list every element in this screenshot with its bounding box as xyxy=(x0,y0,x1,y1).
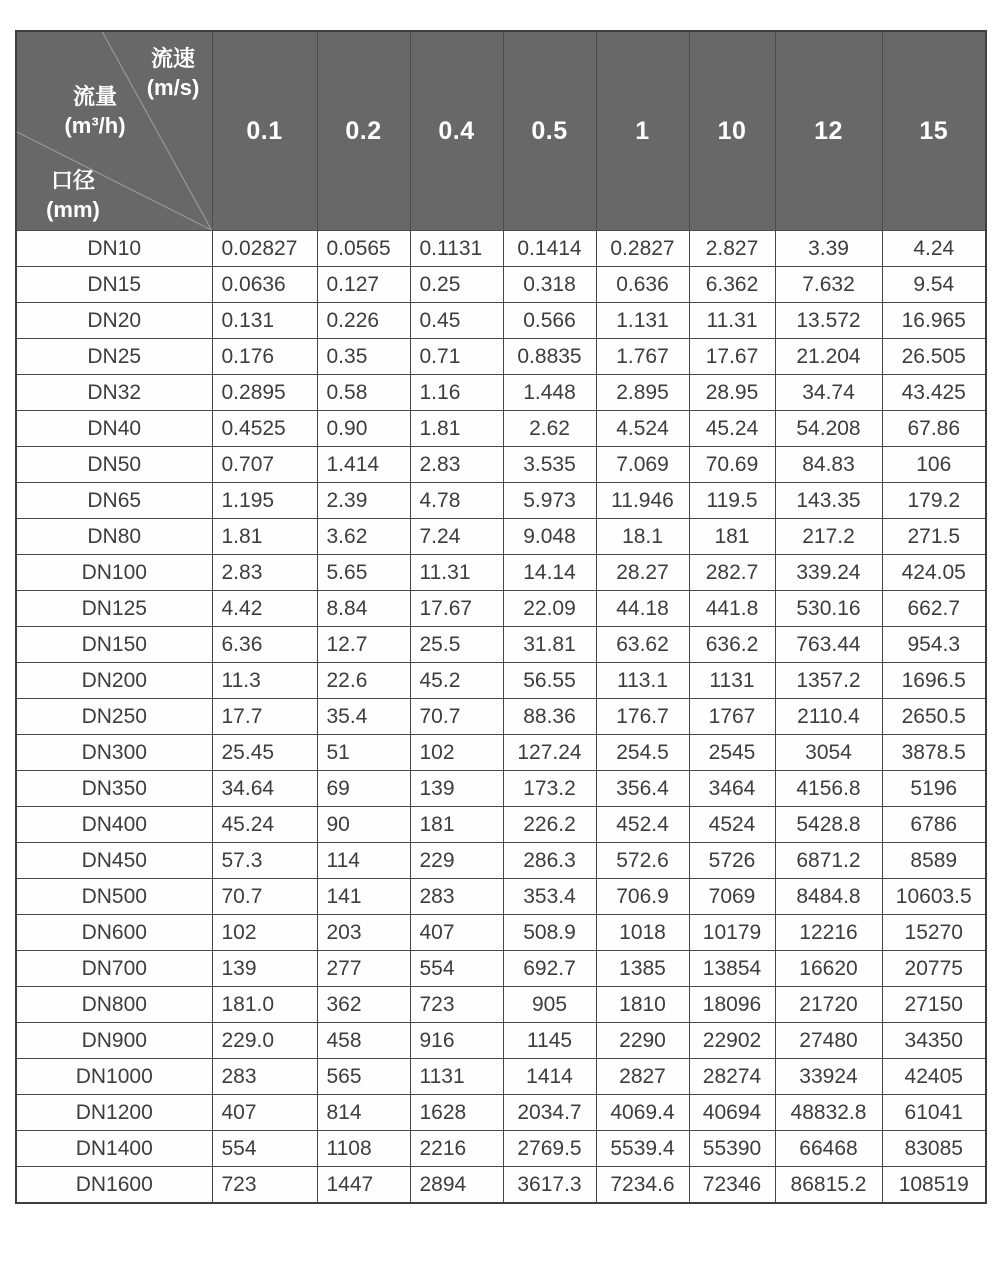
velocity-column-header: 0.5 xyxy=(503,31,596,231)
flow-value-cell: 181 xyxy=(410,807,503,843)
table-row xyxy=(16,1023,986,1059)
flow-value-cell: 283 xyxy=(410,879,503,915)
flow-value-cell: 6.362 xyxy=(689,267,775,303)
diameter-label-text: 口径 xyxy=(50,168,95,193)
flow-value-cell: 13854 xyxy=(689,951,775,987)
flow-value-cell: 2894 xyxy=(410,1167,503,1204)
flow-value-cell: 10179 xyxy=(689,915,775,951)
flow-value-cell: 4524 xyxy=(689,807,775,843)
flow-value-cell: 339.24 xyxy=(775,555,882,591)
flow-value-cell: 0.58 xyxy=(317,375,410,411)
flow-value-cell: 706.9 xyxy=(596,879,689,915)
flow-value-cell: 2.83 xyxy=(410,447,503,483)
flow-value-cell: 2.83 xyxy=(212,555,317,591)
flow-value-cell: 18.1 xyxy=(596,519,689,555)
flow-value-cell: 356.4 xyxy=(596,771,689,807)
flow-value-cell: 3.535 xyxy=(503,447,596,483)
flow-value-cell: 34.64 xyxy=(212,771,317,807)
flow-value-cell: 0.176 xyxy=(212,339,317,375)
table-row xyxy=(16,951,986,987)
flow-value-cell: 1.81 xyxy=(212,519,317,555)
flow-value-cell: 723 xyxy=(410,987,503,1023)
flow-value-cell: 0.4525 xyxy=(212,411,317,447)
flow-value-cell: 181 xyxy=(689,519,775,555)
flow-value-cell: 4.42 xyxy=(212,591,317,627)
velocity-column-header: 10 xyxy=(689,31,775,231)
table-row xyxy=(16,1059,986,1095)
flow-value-cell: 1696.5 xyxy=(882,663,986,699)
flow-value-cell: 119.5 xyxy=(689,483,775,519)
flow-value-cell: 27150 xyxy=(882,987,986,1023)
flow-value-cell: 8589 xyxy=(882,843,986,879)
flow-value-cell: 2545 xyxy=(689,735,775,771)
flow-value-cell: 7.24 xyxy=(410,519,503,555)
flow-value-cell: 2290 xyxy=(596,1023,689,1059)
flow-value-cell: 35.4 xyxy=(317,699,410,735)
table-row xyxy=(16,987,986,1023)
flow-value-cell: 452.4 xyxy=(596,807,689,843)
flow-value-cell: 72346 xyxy=(689,1167,775,1204)
table-row xyxy=(16,231,986,267)
flow-value-cell: 1385 xyxy=(596,951,689,987)
table-row xyxy=(16,555,986,591)
diameter-cell: DN700 xyxy=(16,951,212,987)
flow-value-cell: 407 xyxy=(410,915,503,951)
flow-unit-text: (m³/h) xyxy=(64,113,126,138)
diameter-cell: DN15 xyxy=(16,267,212,303)
flow-value-cell: 22.09 xyxy=(503,591,596,627)
flow-value-cell: 16620 xyxy=(775,951,882,987)
velocity-column-header: 0.2 xyxy=(317,31,410,231)
flow-value-cell: 57.3 xyxy=(212,843,317,879)
flow-value-cell: 1810 xyxy=(596,987,689,1023)
flow-value-cell: 28274 xyxy=(689,1059,775,1095)
table-row xyxy=(16,627,986,663)
flow-value-cell: 2110.4 xyxy=(775,699,882,735)
flow-value-cell: 127.24 xyxy=(503,735,596,771)
flow-value-cell: 5.65 xyxy=(317,555,410,591)
flow-value-cell: 4.24 xyxy=(882,231,986,267)
flow-value-cell: 0.127 xyxy=(317,267,410,303)
flow-value-cell: 22902 xyxy=(689,1023,775,1059)
diameter-cell: DN300 xyxy=(16,735,212,771)
flow-value-cell: 173.2 xyxy=(503,771,596,807)
flow-value-cell: 3464 xyxy=(689,771,775,807)
flow-value-cell: 692.7 xyxy=(503,951,596,987)
flow-value-cell: 6.36 xyxy=(212,627,317,663)
flow-value-cell: 0.318 xyxy=(503,267,596,303)
flow-value-cell: 1.131 xyxy=(596,303,689,339)
flow-value-cell: 1414 xyxy=(503,1059,596,1095)
velocity-column-header: 0.4 xyxy=(410,31,503,231)
diameter-cell: DN50 xyxy=(16,447,212,483)
flow-value-cell: 1.414 xyxy=(317,447,410,483)
diameter-cell: DN450 xyxy=(16,843,212,879)
flow-value-cell: 113.1 xyxy=(596,663,689,699)
flow-value-cell: 11.946 xyxy=(596,483,689,519)
flow-value-cell: 181.0 xyxy=(212,987,317,1023)
flow-value-cell: 40694 xyxy=(689,1095,775,1131)
flow-value-cell: 271.5 xyxy=(882,519,986,555)
flow-value-cell: 2.39 xyxy=(317,483,410,519)
velocity-column-header: 12 xyxy=(775,31,882,231)
flow-value-cell: 4156.8 xyxy=(775,771,882,807)
flow-value-cell: 3.62 xyxy=(317,519,410,555)
table-row xyxy=(16,915,986,951)
diameter-cell: DN32 xyxy=(16,375,212,411)
flow-value-cell: 55390 xyxy=(689,1131,775,1167)
flow-value-cell: 27480 xyxy=(775,1023,882,1059)
table-row xyxy=(16,1167,986,1204)
table-row xyxy=(16,807,986,843)
flow-value-cell: 88.36 xyxy=(503,699,596,735)
table-row xyxy=(16,591,986,627)
flow-value-cell: 1131 xyxy=(689,663,775,699)
flow-value-cell: 18096 xyxy=(689,987,775,1023)
diameter-cell: DN600 xyxy=(16,915,212,951)
table-row xyxy=(16,1131,986,1167)
diameter-axis-label xyxy=(31,166,115,224)
flow-value-cell: 102 xyxy=(410,735,503,771)
flow-value-cell: 2216 xyxy=(410,1131,503,1167)
flow-value-cell: 1018 xyxy=(596,915,689,951)
flow-value-cell: 0.566 xyxy=(503,303,596,339)
flow-value-cell: 0.707 xyxy=(212,447,317,483)
flow-value-cell: 51 xyxy=(317,735,410,771)
diameter-cell: DN1200 xyxy=(16,1095,212,1131)
flow-value-cell: 2827 xyxy=(596,1059,689,1095)
flow-value-cell: 8.84 xyxy=(317,591,410,627)
table-row xyxy=(16,447,986,483)
flow-value-cell: 4069.4 xyxy=(596,1095,689,1131)
flow-value-cell: 7069 xyxy=(689,879,775,915)
table-row xyxy=(16,303,986,339)
flow-value-cell: 61041 xyxy=(882,1095,986,1131)
table-row xyxy=(16,735,986,771)
flow-value-cell: 43.425 xyxy=(882,375,986,411)
flow-value-cell: 0.8835 xyxy=(503,339,596,375)
flow-value-cell: 25.5 xyxy=(410,627,503,663)
flow-value-cell: 139 xyxy=(410,771,503,807)
flow-value-cell: 45.24 xyxy=(212,807,317,843)
flow-value-cell: 13.572 xyxy=(775,303,882,339)
flow-value-cell: 554 xyxy=(212,1131,317,1167)
flow-value-cell: 114 xyxy=(317,843,410,879)
flow-value-cell: 11.31 xyxy=(689,303,775,339)
flow-value-cell: 2034.7 xyxy=(503,1095,596,1131)
flow-value-cell: 2.895 xyxy=(596,375,689,411)
table-body xyxy=(16,231,986,1204)
diameter-cell: DN25 xyxy=(16,339,212,375)
flow-value-cell: 34.74 xyxy=(775,375,882,411)
flow-value-cell: 1.448 xyxy=(503,375,596,411)
flow-value-cell: 90 xyxy=(317,807,410,843)
flow-value-cell: 45.2 xyxy=(410,663,503,699)
flow-value-cell: 2.62 xyxy=(503,411,596,447)
flow-value-cell: 1131 xyxy=(410,1059,503,1095)
flow-value-cell: 508.9 xyxy=(503,915,596,951)
flow-value-cell: 11.3 xyxy=(212,663,317,699)
table-row xyxy=(16,483,986,519)
flow-value-cell: 814 xyxy=(317,1095,410,1131)
velocity-column-header: 0.1 xyxy=(212,31,317,231)
flow-value-cell: 84.83 xyxy=(775,447,882,483)
flow-value-cell: 282.7 xyxy=(689,555,775,591)
flow-value-cell: 1108 xyxy=(317,1131,410,1167)
flow-axis-label xyxy=(51,82,139,140)
diameter-cell: DN40 xyxy=(16,411,212,447)
flow-value-cell: 954.3 xyxy=(882,627,986,663)
flow-value-cell: 2.827 xyxy=(689,231,775,267)
diameter-unit-text: (mm) xyxy=(46,197,100,222)
flow-value-cell: 10603.5 xyxy=(882,879,986,915)
flow-value-cell: 554 xyxy=(410,951,503,987)
flow-value-cell: 407 xyxy=(212,1095,317,1131)
flow-value-cell: 916 xyxy=(410,1023,503,1059)
flow-value-cell: 0.0565 xyxy=(317,231,410,267)
flow-value-cell: 217.2 xyxy=(775,519,882,555)
flow-value-cell: 102 xyxy=(212,915,317,951)
flow-rate-table xyxy=(15,30,987,1204)
flow-value-cell: 5726 xyxy=(689,843,775,879)
flow-value-cell: 14.14 xyxy=(503,555,596,591)
flow-value-cell: 42405 xyxy=(882,1059,986,1095)
flow-value-cell: 176.7 xyxy=(596,699,689,735)
flow-value-cell: 8484.8 xyxy=(775,879,882,915)
flow-value-cell: 0.71 xyxy=(410,339,503,375)
flow-value-cell: 0.1131 xyxy=(410,231,503,267)
diameter-cell: DN800 xyxy=(16,987,212,1023)
flow-value-cell: 63.62 xyxy=(596,627,689,663)
diameter-cell: DN20 xyxy=(16,303,212,339)
flow-value-cell: 70.7 xyxy=(212,879,317,915)
flow-value-cell: 1.81 xyxy=(410,411,503,447)
flow-value-cell: 15270 xyxy=(882,915,986,951)
flow-value-cell: 17.7 xyxy=(212,699,317,735)
flow-value-cell: 5539.4 xyxy=(596,1131,689,1167)
diameter-cell: DN100 xyxy=(16,555,212,591)
diameter-cell: DN900 xyxy=(16,1023,212,1059)
flow-value-cell: 56.55 xyxy=(503,663,596,699)
flow-value-cell: 905 xyxy=(503,987,596,1023)
flow-value-cell: 1.767 xyxy=(596,339,689,375)
table-row xyxy=(16,771,986,807)
velocity-axis-label xyxy=(133,44,213,102)
flow-value-cell: 66468 xyxy=(775,1131,882,1167)
flow-value-cell: 254.5 xyxy=(596,735,689,771)
flow-value-cell: 5.973 xyxy=(503,483,596,519)
flow-value-cell: 636.2 xyxy=(689,627,775,663)
flow-value-cell: 26.505 xyxy=(882,339,986,375)
flow-value-cell: 662.7 xyxy=(882,591,986,627)
flow-value-cell: 4.524 xyxy=(596,411,689,447)
flow-value-cell: 5196 xyxy=(882,771,986,807)
flow-value-cell: 530.16 xyxy=(775,591,882,627)
flow-value-cell: 108519 xyxy=(882,1167,986,1204)
flow-value-cell: 1.16 xyxy=(410,375,503,411)
flow-value-cell: 565 xyxy=(317,1059,410,1095)
diameter-cell: DN150 xyxy=(16,627,212,663)
flow-value-cell: 54.208 xyxy=(775,411,882,447)
flow-value-cell: 458 xyxy=(317,1023,410,1059)
flow-value-cell: 48832.8 xyxy=(775,1095,882,1131)
flow-value-cell: 0.25 xyxy=(410,267,503,303)
flow-value-cell: 203 xyxy=(317,915,410,951)
diameter-cell: DN500 xyxy=(16,879,212,915)
flow-value-cell: 45.24 xyxy=(689,411,775,447)
diameter-cell: DN400 xyxy=(16,807,212,843)
diameter-cell: DN1000 xyxy=(16,1059,212,1095)
flow-value-cell: 33924 xyxy=(775,1059,882,1095)
flow-value-cell: 277 xyxy=(317,951,410,987)
flow-value-cell: 1628 xyxy=(410,1095,503,1131)
flow-value-cell: 143.35 xyxy=(775,483,882,519)
table-row xyxy=(16,267,986,303)
flow-value-cell: 0.2827 xyxy=(596,231,689,267)
flow-value-cell: 441.8 xyxy=(689,591,775,627)
flow-value-cell: 0.2895 xyxy=(212,375,317,411)
table-row xyxy=(16,1095,986,1131)
table-row xyxy=(16,411,986,447)
velocity-column-header: 15 xyxy=(882,31,986,231)
flow-value-cell: 3054 xyxy=(775,735,882,771)
flow-value-cell: 67.86 xyxy=(882,411,986,447)
flow-value-cell: 21.204 xyxy=(775,339,882,375)
flow-value-cell: 20775 xyxy=(882,951,986,987)
flow-value-cell: 0.226 xyxy=(317,303,410,339)
table-row xyxy=(16,843,986,879)
flow-value-cell: 5428.8 xyxy=(775,807,882,843)
velocity-label-text: 流速 xyxy=(150,46,195,71)
flow-value-cell: 44.18 xyxy=(596,591,689,627)
flow-value-cell: 70.69 xyxy=(689,447,775,483)
flow-value-cell: 25.45 xyxy=(212,735,317,771)
table-row xyxy=(16,519,986,555)
flow-value-cell: 723 xyxy=(212,1167,317,1204)
flow-value-cell: 69 xyxy=(317,771,410,807)
table-row xyxy=(16,663,986,699)
flow-value-cell: 28.27 xyxy=(596,555,689,591)
flow-value-cell: 229.0 xyxy=(212,1023,317,1059)
flow-value-cell: 7.632 xyxy=(775,267,882,303)
flow-value-cell: 286.3 xyxy=(503,843,596,879)
table-row xyxy=(16,699,986,735)
flow-value-cell: 0.90 xyxy=(317,411,410,447)
flow-label-text: 流量 xyxy=(72,84,117,109)
flow-value-cell: 86815.2 xyxy=(775,1167,882,1204)
flow-value-cell: 353.4 xyxy=(503,879,596,915)
flow-value-cell: 139 xyxy=(212,951,317,987)
flow-value-cell: 362 xyxy=(317,987,410,1023)
flow-value-cell: 1145 xyxy=(503,1023,596,1059)
velocity-unit-text: (m/s) xyxy=(146,75,200,100)
flow-value-cell: 2650.5 xyxy=(882,699,986,735)
table-row xyxy=(16,879,986,915)
flow-value-cell: 0.131 xyxy=(212,303,317,339)
flow-value-cell: 0.1414 xyxy=(503,231,596,267)
flow-value-cell: 12216 xyxy=(775,915,882,951)
flow-value-cell: 0.636 xyxy=(596,267,689,303)
flow-value-cell: 1.195 xyxy=(212,483,317,519)
flow-value-cell: 17.67 xyxy=(410,591,503,627)
flow-value-cell: 70.7 xyxy=(410,699,503,735)
flow-value-cell: 1447 xyxy=(317,1167,410,1204)
flow-value-cell: 141 xyxy=(317,879,410,915)
corner-header-cell xyxy=(16,31,212,231)
flow-value-cell: 3878.5 xyxy=(882,735,986,771)
diameter-cell: DN10 xyxy=(16,231,212,267)
flow-value-cell: 3.39 xyxy=(775,231,882,267)
diameter-cell: DN1400 xyxy=(16,1131,212,1167)
flow-value-cell: 4.78 xyxy=(410,483,503,519)
flow-value-cell: 34350 xyxy=(882,1023,986,1059)
flow-value-cell: 16.965 xyxy=(882,303,986,339)
flow-value-cell: 7.069 xyxy=(596,447,689,483)
flow-value-cell: 9.048 xyxy=(503,519,596,555)
flow-value-cell: 21720 xyxy=(775,987,882,1023)
diameter-cell: DN350 xyxy=(16,771,212,807)
diameter-cell: DN200 xyxy=(16,663,212,699)
flow-value-cell: 0.0636 xyxy=(212,267,317,303)
flow-value-cell: 7234.6 xyxy=(596,1167,689,1204)
flow-value-cell: 763.44 xyxy=(775,627,882,663)
flow-value-cell: 3617.3 xyxy=(503,1167,596,1204)
flow-value-cell: 1357.2 xyxy=(775,663,882,699)
flow-value-cell: 179.2 xyxy=(882,483,986,519)
table-row xyxy=(16,339,986,375)
diameter-cell: DN125 xyxy=(16,591,212,627)
flow-value-cell: 229 xyxy=(410,843,503,879)
flow-value-cell: 424.05 xyxy=(882,555,986,591)
header-row xyxy=(16,31,986,231)
flow-value-cell: 1767 xyxy=(689,699,775,735)
flow-value-cell: 2769.5 xyxy=(503,1131,596,1167)
flow-value-cell: 28.95 xyxy=(689,375,775,411)
flow-value-cell: 572.6 xyxy=(596,843,689,879)
velocity-column-header: 1 xyxy=(596,31,689,231)
diameter-cell: DN250 xyxy=(16,699,212,735)
flow-value-cell: 0.02827 xyxy=(212,231,317,267)
flow-value-cell: 12.7 xyxy=(317,627,410,663)
flow-value-cell: 283 xyxy=(212,1059,317,1095)
flow-value-cell: 6786 xyxy=(882,807,986,843)
flow-value-cell: 106 xyxy=(882,447,986,483)
flow-value-cell: 17.67 xyxy=(689,339,775,375)
flow-value-cell: 31.81 xyxy=(503,627,596,663)
flow-value-cell: 9.54 xyxy=(882,267,986,303)
flow-value-cell: 11.31 xyxy=(410,555,503,591)
flow-value-cell: 0.35 xyxy=(317,339,410,375)
flow-value-cell: 22.6 xyxy=(317,663,410,699)
table-row xyxy=(16,375,986,411)
diameter-cell: DN65 xyxy=(16,483,212,519)
flow-value-cell: 0.45 xyxy=(410,303,503,339)
flow-value-cell: 6871.2 xyxy=(775,843,882,879)
diameter-cell: DN80 xyxy=(16,519,212,555)
flow-value-cell: 83085 xyxy=(882,1131,986,1167)
flow-value-cell: 226.2 xyxy=(503,807,596,843)
diameter-cell: DN1600 xyxy=(16,1167,212,1204)
